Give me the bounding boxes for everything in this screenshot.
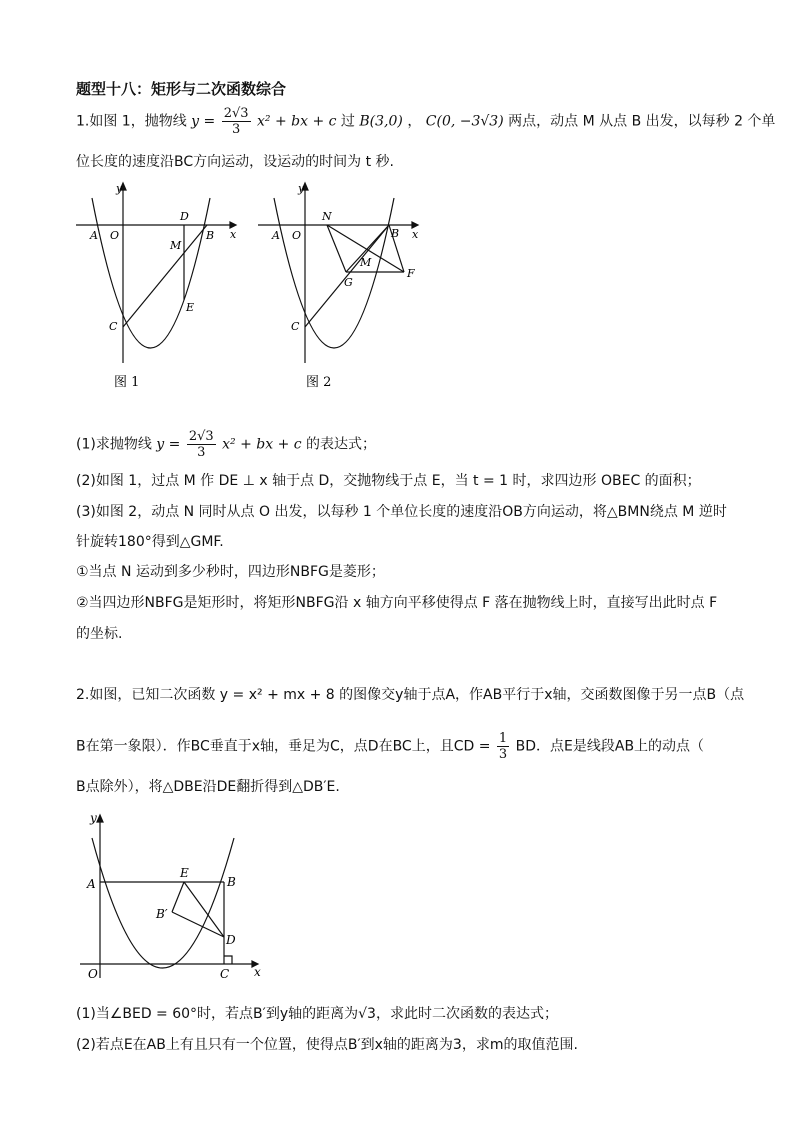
fig3-right-angle <box>224 956 232 964</box>
fig3-label-E: E <box>180 866 189 880</box>
q2-frac-num: 1 <box>498 731 508 746</box>
fig3-label-y: y <box>90 811 97 825</box>
fig3-label-B: B <box>227 875 236 889</box>
fig2-label-A: A <box>272 229 280 242</box>
q1-part2: (2)如图 1，过点 M 作 DE ⊥ x 轴于点 D，交抛物线于点 E，当 t = 1 时，求四边形 OBEC 的面积； <box>76 473 701 489</box>
q2-line1: 2.如图，已知二次函数 y = x² + mx + 8 的图像交y轴于点A，作AB平行于x轴，交函数图像于另一点B（点 <box>76 687 745 703</box>
q2-line3: B点除外），将△DBE沿DE翻折得到△DB′E. <box>76 779 340 795</box>
q1-part1-rest: x² + bx + c <box>222 436 302 453</box>
q1-comma: ， <box>407 113 422 130</box>
q1-rest: x² + bx + c <box>257 113 337 130</box>
fig1-label-C: C <box>109 320 118 333</box>
q1-part1-prefix: (1)求抛物线 <box>76 436 152 453</box>
fig3-label-C: C <box>220 967 230 981</box>
fig3-label-Bprime: B′ <box>156 907 168 921</box>
q2-frac-den: 3 <box>498 747 508 762</box>
q1-pointC: C(0, −3√3) <box>425 113 504 130</box>
q1-part1 <box>76 429 740 460</box>
fig2-label-x: x <box>412 228 419 241</box>
q1-part3-line1: (3)如图 2，动点 N 同时从点 O 出发，以每秒 1 个单位长度的速度沿OB方向运动，将△BMN绕点 M 逆时 <box>76 504 727 520</box>
q2-line2-suffix: BD．点E是线段AB上的动点（ <box>515 738 705 755</box>
q1-pass: 过 <box>340 113 355 130</box>
fig2-label-O: O <box>292 229 302 242</box>
q2-line2-prefix: B在第一象限）．作BC垂直于x轴，垂足为C，点D在BC上，且CD = <box>76 738 491 755</box>
fig1-caption: 图 1 <box>114 375 140 390</box>
q2-part1: (1)当∠BED = 60°时，若点B′到y轴的距离为√3，求此时二次函数的表达式； <box>76 1006 558 1022</box>
fig2-label-G: G <box>344 276 353 289</box>
q1-line2: 位长度的速度沿BC方向运动，设运动的时间为 t 秒. <box>76 154 394 170</box>
fig2-label-y: y <box>298 182 305 195</box>
figure-3 <box>74 808 274 983</box>
fig2-label-N: N <box>322 210 332 223</box>
q1-line1 <box>76 106 776 137</box>
figure-1 <box>70 178 250 393</box>
q1-frac-den: 3 <box>231 122 241 137</box>
fig3-y-arrow <box>97 815 103 822</box>
fig1-label-D: D <box>180 210 189 223</box>
fig3-segment-BpD <box>172 912 224 937</box>
q1-part1-lhs: y = <box>156 436 181 453</box>
q1-part3-line2: 针旋转180°得到△GMF. <box>76 534 224 550</box>
figure-2 <box>252 178 432 393</box>
q1-fraction <box>222 106 251 137</box>
fig3-label-D: D <box>226 933 236 947</box>
q1-pointB: B(3,0) <box>359 113 403 130</box>
q2-part2: (2)若点E在AB上有且只有一个位置，使得点B′到x轴的距离为3，求m的取值范围. <box>76 1037 578 1053</box>
fig3-segment-EBp <box>172 882 184 912</box>
fig3-label-O: O <box>88 967 98 981</box>
fig1-label-y: y <box>116 182 123 195</box>
fig2-label-F: F <box>407 267 415 280</box>
q1-sub2-line1: ②当四边形NBFG是矩形时，将矩形NBFG沿 x 轴方向平移使得点 F 落在抛物线上时，直接写出此时点 F <box>76 595 718 611</box>
section-title: 题型十八：矩形与二次函数综合 <box>76 80 287 98</box>
fig1-label-A: A <box>90 229 98 242</box>
fig2-label-M: M <box>360 256 372 269</box>
fig2-label-C: C <box>291 320 300 333</box>
q1-tail: 两点，动点 M 从点 B 出发，以每秒 2 个单 <box>508 113 776 130</box>
fig1-label-x: x <box>230 228 237 241</box>
fig1-label-E: E <box>186 301 195 314</box>
q1-part1-frac-den: 3 <box>197 445 206 460</box>
q1-part1-fraction <box>187 429 216 460</box>
q1-sub2-line2: 的坐标. <box>76 626 123 642</box>
fig3-label-A: A <box>87 877 96 891</box>
fig2-segment-NG <box>327 225 346 272</box>
q1-part1-frac-num: 2√3 <box>188 429 214 444</box>
q1-prefix: 1.如图 1，抛物线 <box>76 113 187 130</box>
fig1-segment-BC <box>123 225 207 327</box>
q1-sub1: ①当点 N 运动到多少秒时，四边形NBFG是菱形； <box>76 564 385 580</box>
q1-frac-num: 2√3 <box>223 106 249 121</box>
q2-fraction <box>497 731 509 762</box>
fig3-label-x: x <box>254 965 261 979</box>
fig2-label-B: B <box>391 227 400 240</box>
fig1-label-O: O <box>110 229 120 242</box>
q1-lhs: y = <box>191 113 216 130</box>
fig3-parabola <box>92 838 234 968</box>
fig2-caption: 图 2 <box>306 375 332 390</box>
fig1-label-B: B <box>206 229 215 242</box>
q1-part1-suffix: 的表达式； <box>306 436 377 453</box>
fig1-label-M: M <box>170 239 182 252</box>
q2-line2 <box>76 731 740 762</box>
